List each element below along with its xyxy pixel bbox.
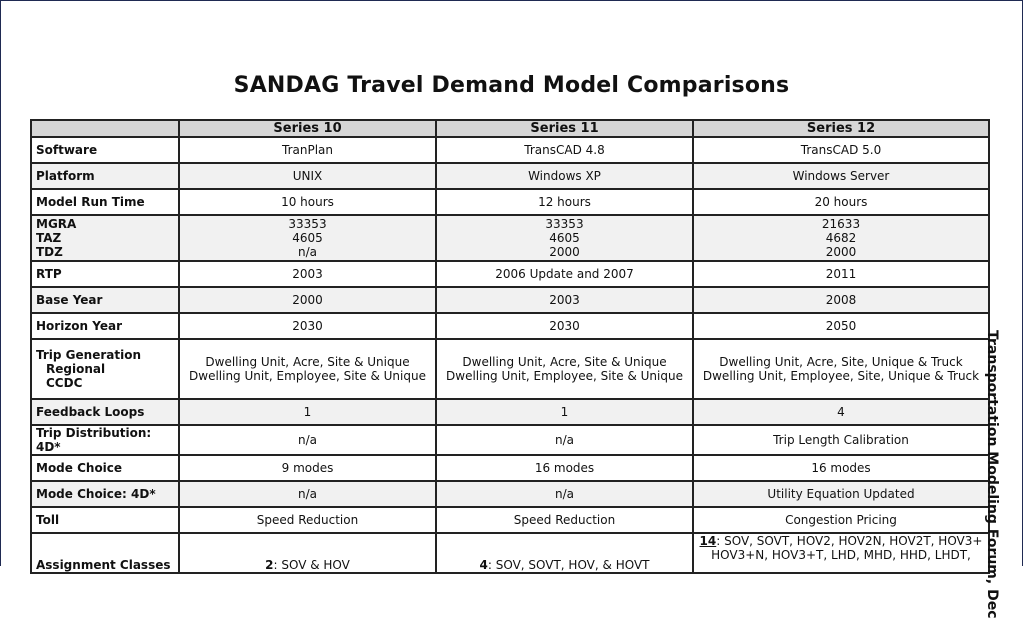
value: Dwelling Unit, Acre, Site & Unique bbox=[462, 355, 667, 369]
cell bbox=[179, 533, 436, 573]
cell bbox=[436, 339, 693, 399]
row-label bbox=[31, 339, 179, 399]
cell: 2008 bbox=[693, 287, 989, 313]
value: Dwelling Unit, Employee, Site & Unique bbox=[189, 369, 426, 383]
label-taz: TAZ bbox=[36, 231, 62, 245]
header-blank bbox=[31, 120, 179, 137]
cell: 2050 bbox=[693, 313, 989, 339]
row-mode-choice-4d bbox=[31, 481, 989, 507]
row-feedback-loops bbox=[31, 399, 989, 425]
row-label: Base Year bbox=[31, 287, 179, 313]
row-label bbox=[31, 215, 179, 261]
cell bbox=[693, 533, 989, 573]
cell: Utility Equation Updated bbox=[693, 481, 989, 507]
row-label: Assignment Classes bbox=[31, 533, 179, 573]
cell: 2003 bbox=[436, 287, 693, 313]
cell: 12 hours bbox=[436, 189, 693, 215]
row-assignment-classes bbox=[31, 533, 989, 573]
class-count: 14 bbox=[699, 534, 717, 548]
cell: n/a bbox=[436, 425, 693, 455]
header-series-10: Series 10 bbox=[179, 120, 436, 137]
cell bbox=[436, 215, 693, 261]
value: : SOV & HOV bbox=[273, 558, 350, 572]
comparison-table bbox=[30, 119, 990, 574]
label-trip-distribution: Trip Distribution: bbox=[36, 426, 152, 440]
cell: 2030 bbox=[179, 313, 436, 339]
row-rtp bbox=[31, 261, 989, 287]
cell: 2011 bbox=[693, 261, 989, 287]
row-trip-distribution bbox=[31, 425, 989, 455]
row-platform bbox=[31, 163, 989, 189]
value: HOV3+N, HOV3+T, LHD, MHD, HHD, LHDT, bbox=[711, 548, 971, 562]
cell: 20 hours bbox=[693, 189, 989, 215]
cell: Windows Server bbox=[693, 163, 989, 189]
cell: UNIX bbox=[179, 163, 436, 189]
value: 4682 bbox=[825, 231, 857, 245]
cell: 16 modes bbox=[693, 455, 989, 481]
cell: 10 hours bbox=[179, 189, 436, 215]
value: Dwelling Unit, Employee, Site & Unique bbox=[446, 369, 683, 383]
row-mode-choice bbox=[31, 455, 989, 481]
row-label: Mode Choice: 4D* bbox=[31, 481, 179, 507]
value: 2000 bbox=[549, 245, 580, 259]
row-label: Mode Choice bbox=[31, 455, 179, 481]
cell: 2000 bbox=[179, 287, 436, 313]
value: 21633 bbox=[821, 217, 861, 231]
side-footer-text: Transportation Modeling Forum, Dec bbox=[984, 330, 1000, 619]
row-horizon-year bbox=[31, 313, 989, 339]
header-series-11: Series 11 bbox=[436, 120, 693, 137]
cell bbox=[179, 215, 436, 261]
label-mgra: MGRA bbox=[36, 217, 77, 231]
label-regional: Regional bbox=[46, 362, 106, 376]
cell: n/a bbox=[179, 425, 436, 455]
cell bbox=[436, 533, 693, 573]
page-title: SANDAG Travel Demand Model Comparisons bbox=[233, 73, 790, 98]
cell bbox=[693, 215, 989, 261]
cell: 2003 bbox=[179, 261, 436, 287]
cell: Speed Reduction bbox=[179, 507, 436, 533]
value: Dwelling Unit, Acre, Site & Unique bbox=[205, 355, 410, 369]
label-ccdc: CCDC bbox=[46, 376, 83, 390]
value: n/a bbox=[297, 245, 317, 259]
cell: 2006 Update and 2007 bbox=[436, 261, 693, 287]
row-toll bbox=[31, 507, 989, 533]
row-base-year bbox=[31, 287, 989, 313]
cell: 1 bbox=[179, 399, 436, 425]
cell: n/a bbox=[436, 481, 693, 507]
value: 4605 bbox=[292, 231, 323, 245]
header-series-12: Series 12 bbox=[693, 120, 989, 137]
label-4d: 4D* bbox=[36, 440, 61, 454]
row-trip-generation bbox=[31, 339, 989, 399]
row-label: Horizon Year bbox=[31, 313, 179, 339]
cell: 2030 bbox=[436, 313, 693, 339]
row-label: Model Run Time bbox=[31, 189, 179, 215]
cell: Trip Length Calibration bbox=[693, 425, 989, 455]
row-run-time bbox=[31, 189, 989, 215]
value: 4605 bbox=[549, 231, 580, 245]
class-count: 2 bbox=[265, 558, 274, 572]
cell bbox=[693, 339, 989, 399]
cell: TransCAD 5.0 bbox=[693, 137, 989, 163]
cell: TranPlan bbox=[179, 137, 436, 163]
value: : SOV, SOVT, HOV, & HOVT bbox=[487, 558, 650, 572]
cell: 4 bbox=[693, 399, 989, 425]
label-trip-generation: Trip Generation bbox=[36, 348, 141, 362]
value: : SOV, SOVT, HOV2, HOV2N, HOV2T, HOV3+ bbox=[716, 534, 983, 548]
row-label: Software bbox=[31, 137, 179, 163]
class-count: 4 bbox=[479, 558, 488, 572]
row-label: Toll bbox=[31, 507, 179, 533]
label-tdz: TDZ bbox=[36, 245, 63, 259]
cell: 16 modes bbox=[436, 455, 693, 481]
row-label: Feedback Loops bbox=[31, 399, 179, 425]
cell: 1 bbox=[436, 399, 693, 425]
cell: TransCAD 4.8 bbox=[436, 137, 693, 163]
row-software bbox=[31, 137, 989, 163]
value: 2000 bbox=[825, 245, 857, 259]
cell: Windows XP bbox=[436, 163, 693, 189]
value: 33353 bbox=[288, 217, 327, 231]
cell: 9 modes bbox=[179, 455, 436, 481]
cell: Speed Reduction bbox=[436, 507, 693, 533]
row-zones bbox=[31, 215, 989, 261]
value: 33353 bbox=[545, 217, 584, 231]
value: Dwelling Unit, Acre, Site, Unique & Truck bbox=[719, 355, 963, 369]
cell: n/a bbox=[179, 481, 436, 507]
row-label: RTP bbox=[31, 261, 179, 287]
cell bbox=[179, 339, 436, 399]
value: Dwelling Unit, Employee, Site, Unique & Truck bbox=[702, 369, 980, 383]
row-label bbox=[31, 425, 179, 455]
header-row bbox=[31, 120, 989, 137]
cell: Congestion Pricing bbox=[693, 507, 989, 533]
row-label: Platform bbox=[31, 163, 179, 189]
